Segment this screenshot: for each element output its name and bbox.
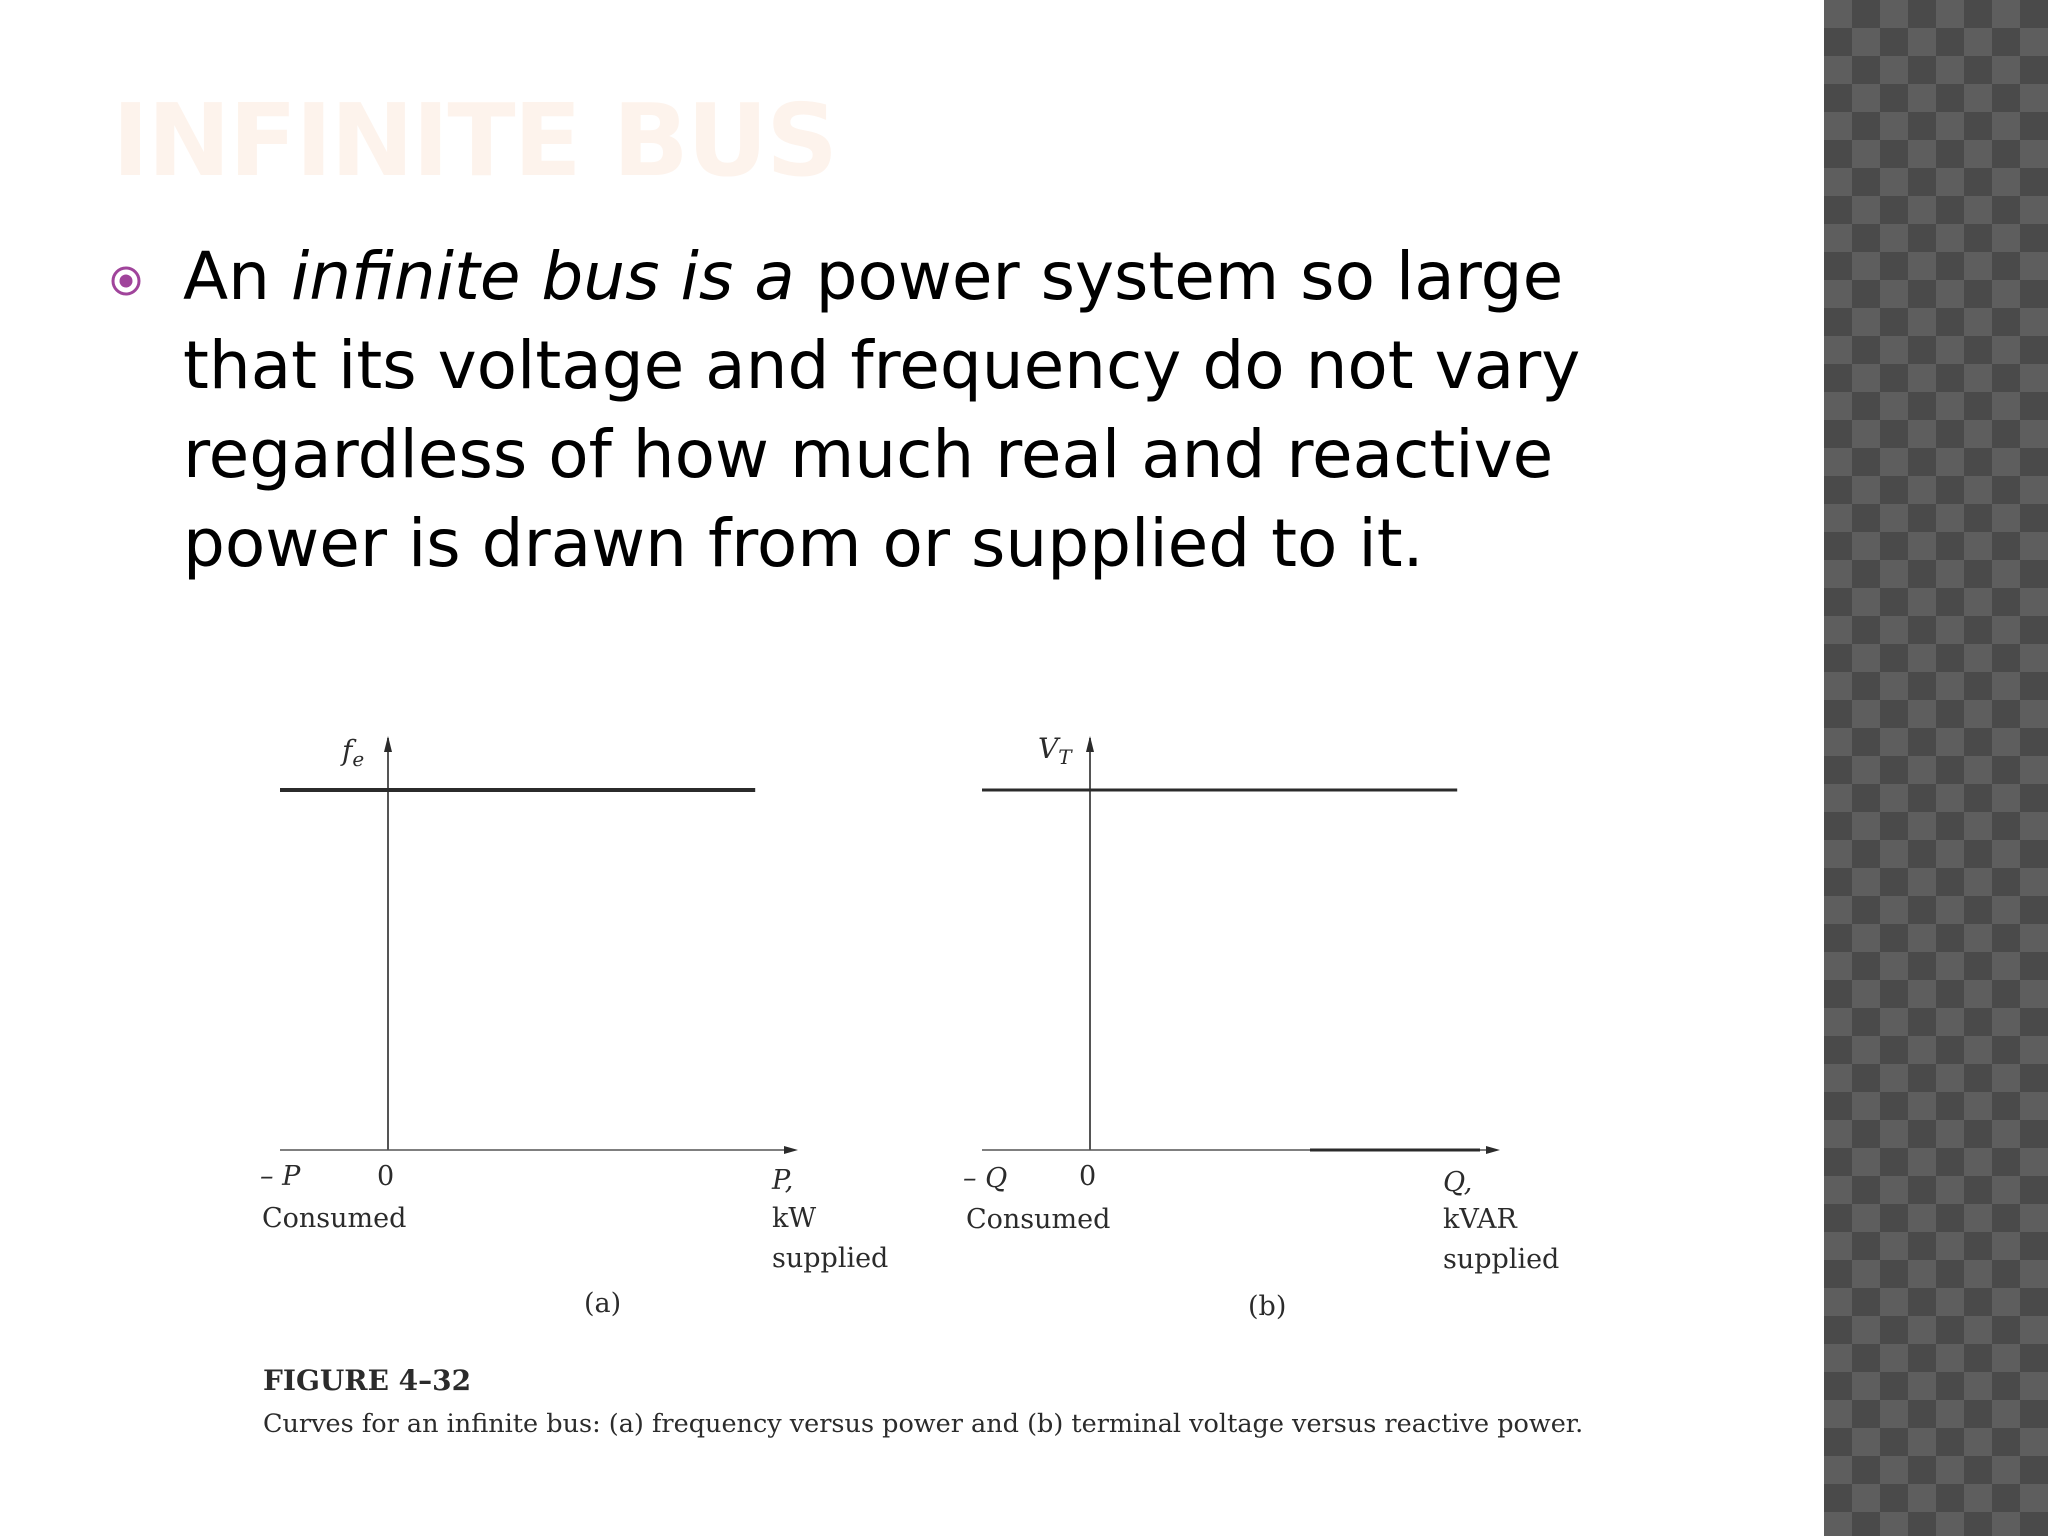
figure-caption: Curves for an infinite bus: (a) frequency versus power and (b) terminal voltage versus reactive power. bbox=[263, 1409, 1584, 1439]
bullet-text-part2: power system so large that its voltage and frequency do not vary regardless of how much real and reactive power is drawn from or supplied to it. bbox=[183, 238, 1581, 582]
slide-title: INFINITE BUS bbox=[112, 82, 837, 199]
panel-a-panel-label: (a) bbox=[584, 1288, 622, 1319]
panel-b-y-axis-arrow-icon bbox=[1086, 736, 1094, 752]
panel-a-x-positive-label: P, bbox=[772, 1165, 794, 1196]
panel-a-y-label: $f_e$ bbox=[342, 734, 365, 771]
panel-b-x-negative-desc: Consumed bbox=[966, 1204, 1111, 1235]
chart-panel-b bbox=[963, 732, 1559, 1322]
panel-a-x-negative-label: – P bbox=[260, 1161, 301, 1192]
figure-label: FIGURE 4–32 bbox=[263, 1364, 472, 1397]
bullet-text-part1: An bbox=[183, 238, 291, 315]
panel-a-x-axis-arrow-icon bbox=[784, 1146, 798, 1154]
panel-b-x-positive-label: Q, bbox=[1443, 1167, 1473, 1198]
panel-b-y-label: $V_T$ bbox=[1038, 732, 1072, 769]
panel-b-x-unit: kVAR bbox=[1443, 1204, 1517, 1235]
panel-b-x-negative-label: – Q bbox=[963, 1163, 1008, 1194]
panel-b-x-axis-arrow-icon bbox=[1486, 1146, 1500, 1154]
panel-b-x-positive-desc: supplied bbox=[1443, 1244, 1560, 1275]
panel-a-x-negative-desc: Consumed bbox=[262, 1203, 407, 1234]
panel-a-origin-label: 0 bbox=[377, 1161, 395, 1192]
panel-a-x-unit: kW bbox=[772, 1203, 817, 1234]
chart-panel-a bbox=[260, 734, 888, 1319]
sidebar-pattern bbox=[1824, 0, 2048, 1536]
panel-a-x-positive-desc: supplied bbox=[772, 1243, 889, 1274]
panel-b-origin-label: 0 bbox=[1079, 1161, 1097, 1192]
bullet-text-italic: infinite bus is a bbox=[290, 238, 795, 315]
panel-b-panel-label: (b) bbox=[1248, 1291, 1287, 1322]
panel-a-y-axis-arrow-icon bbox=[384, 736, 392, 752]
